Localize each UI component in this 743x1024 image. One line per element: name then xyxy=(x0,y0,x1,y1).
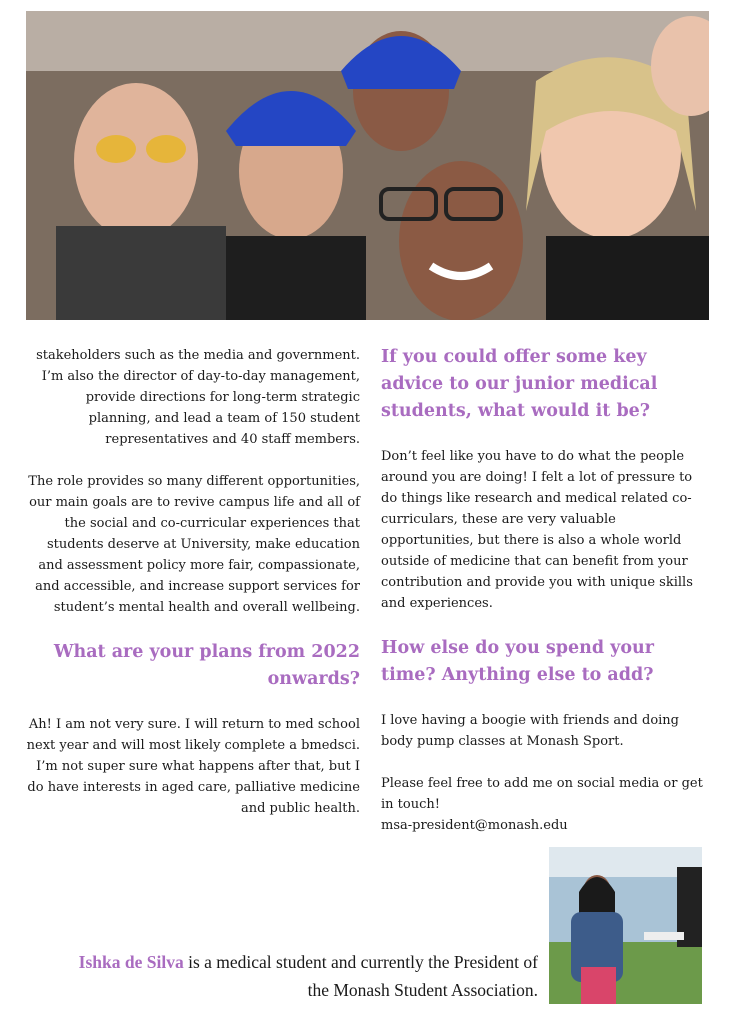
question-plans-heading: What are your plans from 2022 onwards? xyxy=(53,642,360,689)
left-paragraph-goals: The role provides so many different opportunities, our main goals are to revive campus life and all of the social and co-curricular experiences that students deserve at University, make education and assessment policy more fair, compassionate, and accessible, and increase support services for student’s mental health and overall wellbeing. xyxy=(28,474,360,615)
author-name: Ishka de Silva xyxy=(78,952,184,972)
group-selfie-illustration xyxy=(26,11,709,320)
left-paragraph-plans: Ah! I am not very sure. I will return to med school next year and will most likely complete a bmedsci. I’m not super sure what happens after that, but I do have interests in aged care, palliative medicine and public health. xyxy=(26,717,360,816)
right-paragraph-contact xyxy=(381,773,711,836)
author-caption xyxy=(60,948,538,1004)
portrait-illustration xyxy=(549,847,702,1004)
author-description: is a medical student and currently the President of the Monash Student Association. xyxy=(183,952,538,1000)
group-selfie-photo xyxy=(26,11,709,320)
question-time-heading: How else do you spend your time? Anything else to add? xyxy=(381,638,654,685)
question-advice-heading: If you could offer some key advice to our junior medical students, what would it be? xyxy=(381,347,658,421)
contact-text: Please feel free to add me on social media or get in touch! xyxy=(381,776,703,812)
right-paragraph-advice: Don’t feel like you have to do what the people around you are doing! I felt a lot of pressure to do things like research and medical related co-curriculars, these are very valuable opportunities, but there is also a whole world outside of medicine that can benefit from your contribution and provide you with unique skills and experiences. xyxy=(381,449,693,611)
right-column xyxy=(381,345,711,836)
contact-email: msa-president@monash.edu xyxy=(381,818,568,833)
right-paragraph-hobbies: I love having a boogie with friends and doing body pump classes at Monash Sport. xyxy=(381,713,680,749)
author-portrait-photo xyxy=(549,847,702,1004)
left-paragraph-role: stakeholders such as the media and government. I’m also the director of day-to-day management, provide directions for long-term strategic planning, and lead a team of 150 student representatives and 40 staff members. xyxy=(36,348,360,447)
left-column xyxy=(26,345,360,840)
